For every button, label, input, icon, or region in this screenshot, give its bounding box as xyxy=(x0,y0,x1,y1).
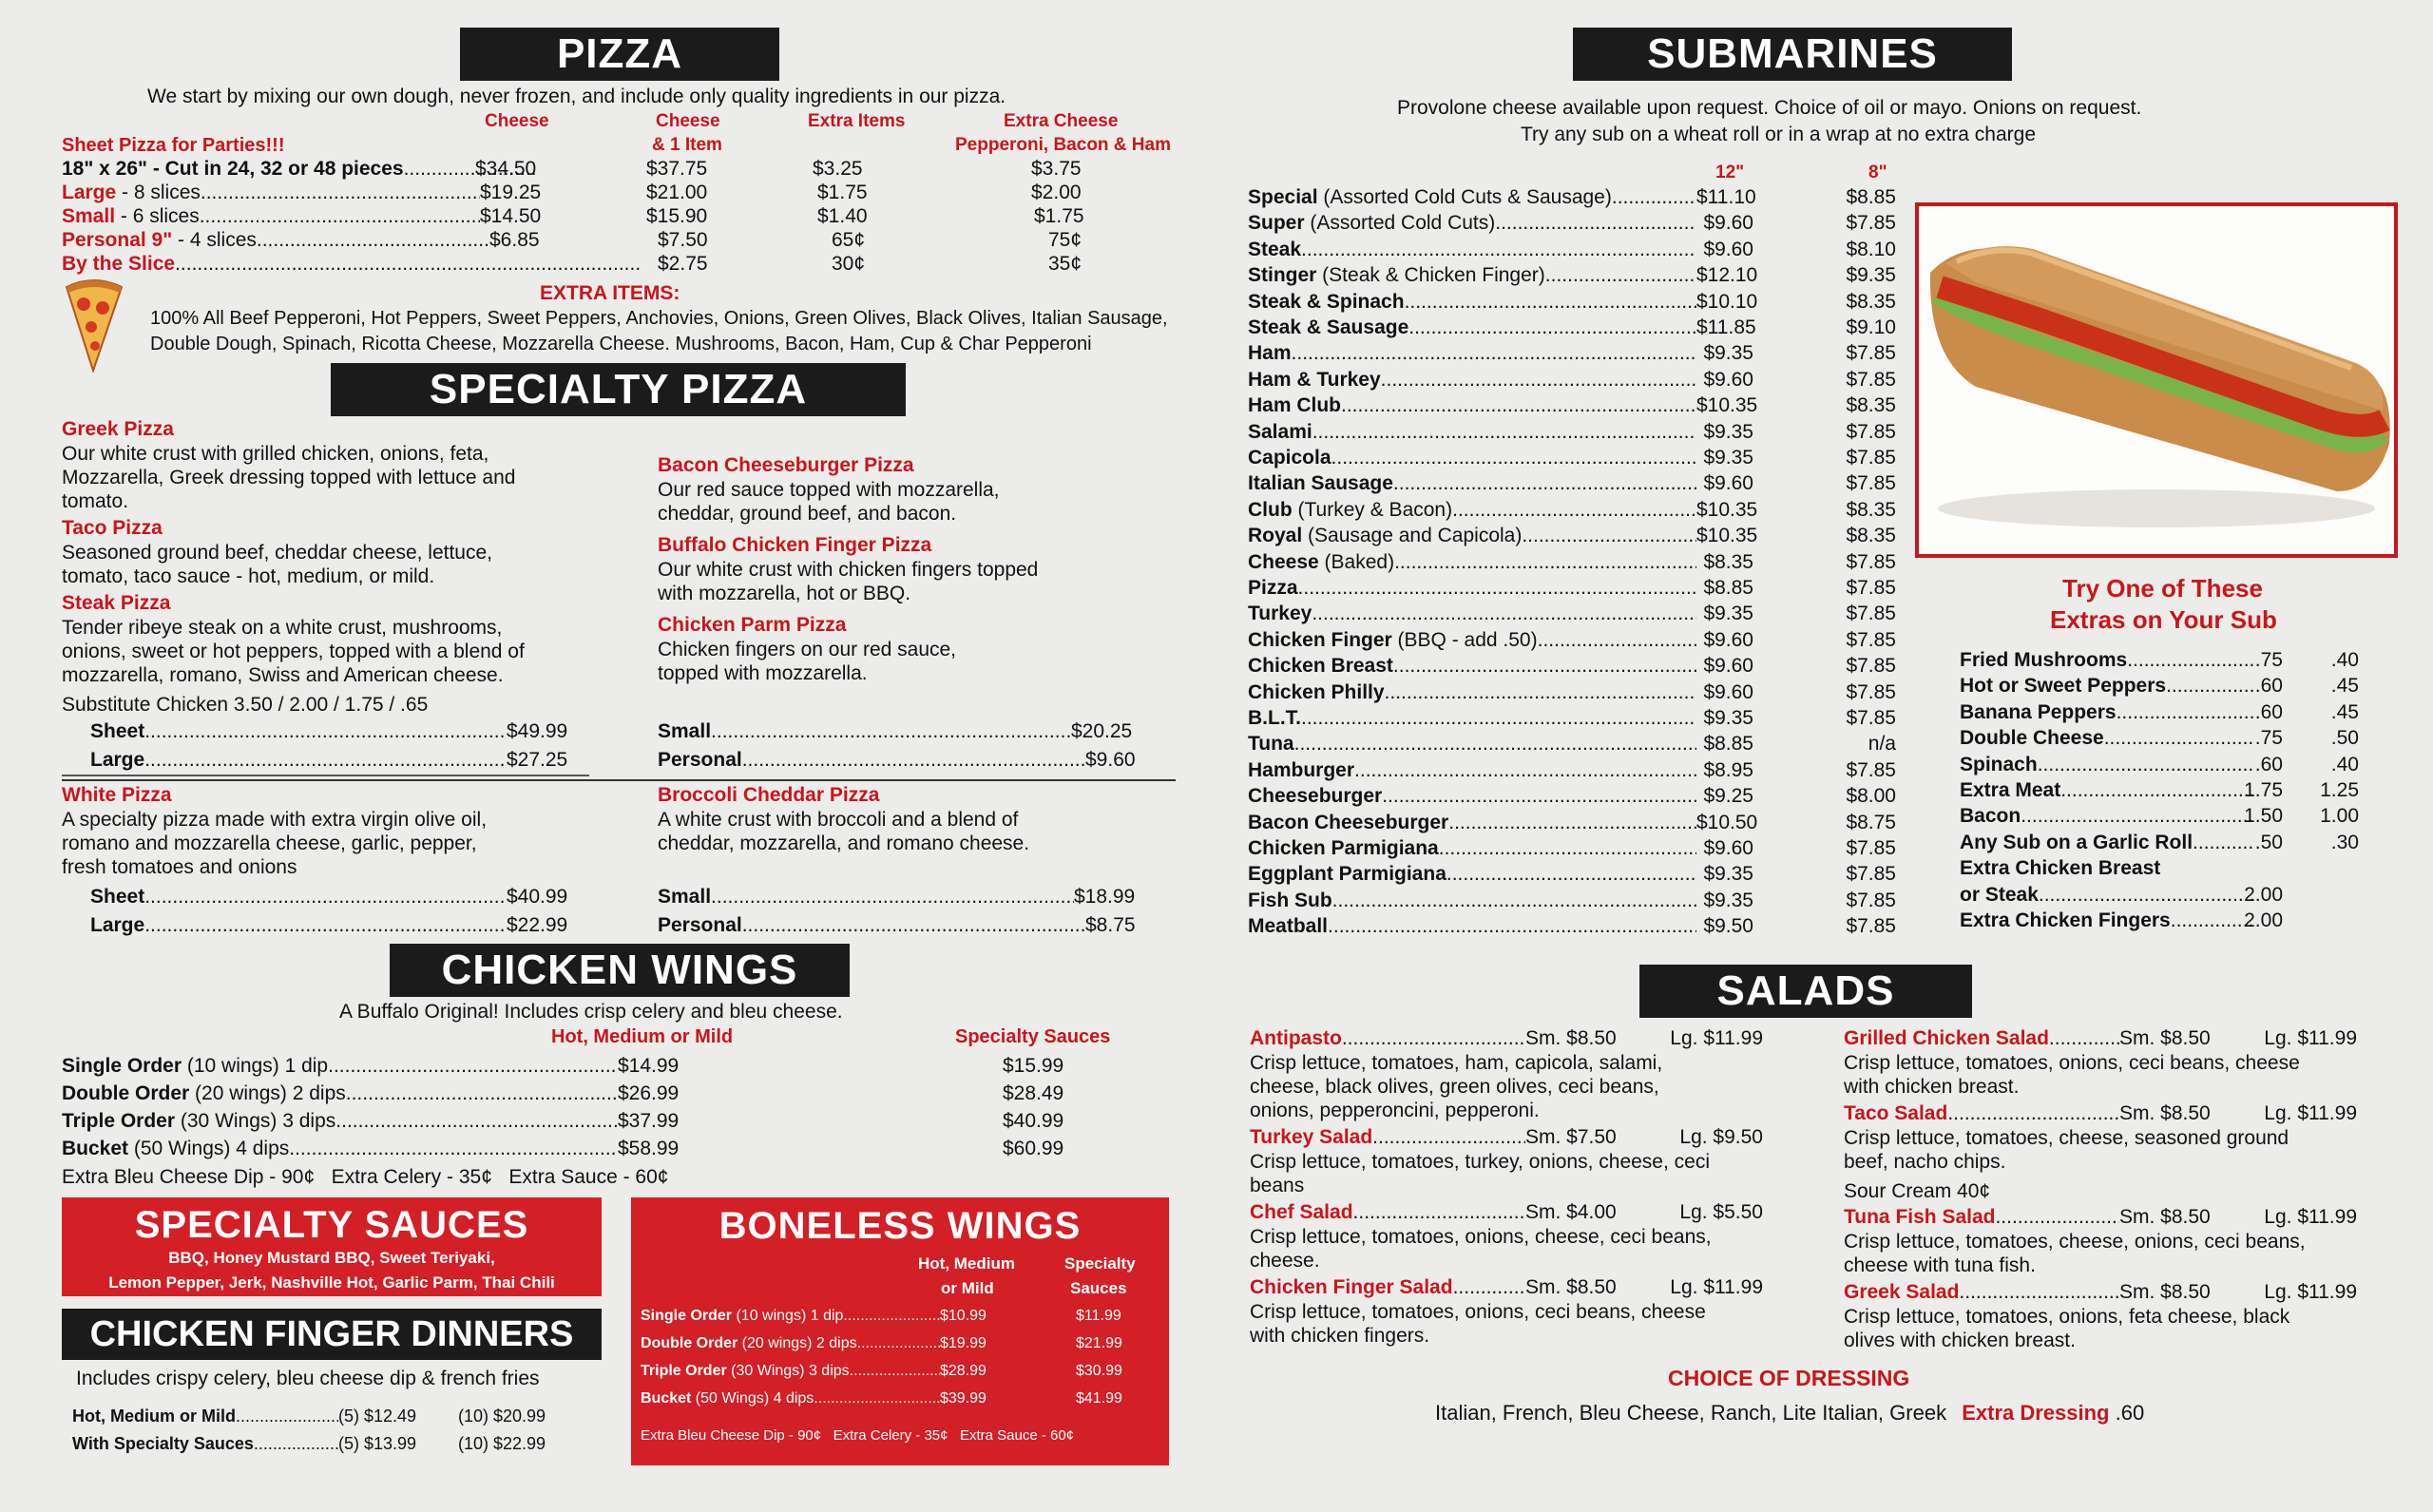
sub-row: Cheeseburger ..... xyxy=(1248,785,1696,808)
taco-pizza-desc: Seasoned ground beef, cheddar cheese, lettuce, tomato, taco sauce - hot, medium, or mild. xyxy=(62,542,492,587)
sub-price-8: n/a xyxy=(1868,733,1896,755)
chicken-parm-pizza-desc: Chicken fingers on our red sauce, topped with mozzarella. xyxy=(658,639,957,684)
salad-large-price: Lg. $11.99 xyxy=(2264,1102,2357,1124)
sub-row: Pizza ..... xyxy=(1248,577,1696,600)
specialty-sheet-row: Sheet ..... $49.99 xyxy=(90,720,567,743)
boneless-row: Single Order (10 wings) 1 dip ..... $10.99 xyxy=(641,1308,987,1325)
sub-price-8: $7.85 xyxy=(1846,863,1896,885)
extra-price-8: .30 xyxy=(2330,832,2359,853)
dressing-title: CHOICE OF DRESSING xyxy=(1668,1366,1910,1390)
sub-row: Cheese (Baked) ..... xyxy=(1248,551,1696,574)
bacon-cheeseburger-pizza-name: Bacon Cheeseburger Pizza xyxy=(658,454,914,476)
wings-specialty-price: $60.99 xyxy=(1003,1138,1064,1159)
sub-row: Chicken Philly ..... xyxy=(1248,681,1696,704)
salad-row: Greek Salad ..... Sm. $8.50 xyxy=(1844,1281,2211,1304)
extra-row: Double Cheese ..... xyxy=(1960,727,2254,750)
salad-large-price: Lg. $11.99 xyxy=(2264,1027,2357,1049)
taco-pizza-name: Taco Pizza xyxy=(62,517,163,539)
subs-col-12: 12" xyxy=(1715,163,1745,182)
specialty-sauces-box xyxy=(62,1197,602,1296)
specialty-sauces-line2: Lemon Pepper, Jerk, Nashville Hot, Garlic Parm, Thai Chili xyxy=(108,1273,555,1292)
greek-pizza-desc: Our white crust with grilled chicken, onions, feta, Mozzarella, Greek dressing topped with lettuce and tomato. xyxy=(62,443,516,512)
sub-row: Club (Turkey & Bacon) ..... xyxy=(1248,499,1696,522)
sub-price-12: $12.10 xyxy=(1696,264,1758,286)
sub-price-12: $9.60 xyxy=(1703,369,1753,391)
sub-price-8: $9.35 xyxy=(1846,264,1896,286)
sub-price-12: $9.60 xyxy=(1703,837,1753,859)
extra-items-line1: 100% All Beef Pepperoni, Hot Peppers, Sweet Peppers, Anchovies, Onions, Green Olives, Black Olives, Italian Sausage, xyxy=(150,308,1168,329)
extra-price-12: .75 xyxy=(2254,649,2283,671)
pizza-slice-icon xyxy=(63,278,125,373)
sub-price-12: $9.60 xyxy=(1703,212,1753,234)
salad-desc: Crisp lettuce, tomatoes, cheese, onions, ceci beans, cheese with tuna fish. xyxy=(1844,1231,2306,1276)
pizza-price: $3.75 xyxy=(1031,158,1082,180)
pizza-price: $3.25 xyxy=(813,158,863,180)
extra-price-12: 1.75 xyxy=(2244,779,2283,801)
sub-price-12: $10.10 xyxy=(1696,291,1758,313)
buffalo-chicken-pizza-desc: Our white crust with chicken fingers topped with mozzarella, hot or BBQ. xyxy=(658,559,1039,604)
sub-price-12: $9.35 xyxy=(1703,603,1753,624)
sub-row: Hamburger ..... xyxy=(1248,759,1696,782)
sub-row: Chicken Parmigiana ..... xyxy=(1248,837,1696,860)
pizza-row: By the Slice ..... xyxy=(62,253,642,276)
sub-price-12: $8.85 xyxy=(1703,733,1753,755)
pizza-row: Personal 9" - 4 slices ..... xyxy=(62,229,489,252)
sub-price-8: $8.85 xyxy=(1846,186,1896,208)
boneless-specialty-price: $21.99 xyxy=(1076,1335,1122,1351)
specialty-small-row: Small ..... $20.25 xyxy=(658,720,1132,743)
wings-specialty-price: $40.99 xyxy=(1003,1110,1064,1132)
subs-intro1: Provolone cheese available upon request. Choice of oil or mayo. Onions on request. xyxy=(1397,97,2142,119)
extra-price-8: .45 xyxy=(2330,701,2359,723)
salad-large-price: Lg. $5.50 xyxy=(1679,1201,1763,1223)
pizza-banner: PIZZA xyxy=(460,28,779,81)
extra-row: Extra Chicken Fingers ..... xyxy=(1960,909,2254,932)
white-sheet-row: Sheet ..... $40.99 xyxy=(90,886,567,909)
bacon-cheeseburger-pizza-desc: Our red sauce topped with mozzarella, cheddar, ground beef, and bacon. xyxy=(658,479,1000,525)
pizza-price: $19.25 xyxy=(480,182,542,203)
salad-row: Tuna Fish Salad ..... Sm. $8.50 xyxy=(1844,1206,2211,1229)
sub-price-8: $7.85 xyxy=(1846,369,1896,391)
broccoli-personal-row: Personal ..... $8.75 xyxy=(658,914,1136,937)
sub-price-8: $7.85 xyxy=(1846,577,1896,599)
extra-price-12: 2.00 xyxy=(2244,884,2283,906)
boneless-col1a: Hot, Medium xyxy=(918,1254,1015,1273)
sub-price-8: $7.85 xyxy=(1846,707,1896,729)
boneless-row: Bucket (50 Wings) 4 dips ..... $39.99 xyxy=(641,1390,987,1407)
extra-row: Hot or Sweet Peppers ..... xyxy=(1960,675,2254,698)
sub-price-8: $7.85 xyxy=(1846,551,1896,573)
salad-desc: Crisp lettuce, tomatoes, ham, capicola, salami, cheese, black olives, green olives, ceci beans, onions, pepperoncini, pepperoni. xyxy=(1250,1052,1663,1121)
pizza-price: 65¢ xyxy=(832,229,866,251)
underline xyxy=(62,775,589,776)
sub-row: Capicola ..... xyxy=(1248,447,1696,469)
pizza-price: $1.40 xyxy=(817,205,868,227)
extra-price-8: .40 xyxy=(2330,649,2359,671)
salad-row: Turkey Salad ..... Sm. $7.50 xyxy=(1250,1126,1617,1149)
sub-price-12: $9.60 xyxy=(1703,472,1753,494)
sub-price-12: $10.35 xyxy=(1696,394,1758,416)
boneless-col1b: or Mild xyxy=(941,1279,994,1297)
specialty-pizza-banner: SPECIALTY PIZZA xyxy=(331,363,906,416)
sub-price-12: $9.35 xyxy=(1703,342,1753,364)
sub-row: Tuna ..... xyxy=(1248,733,1696,756)
extra-price-8: 1.25 xyxy=(2320,779,2359,801)
salad-desc: Crisp lettuce, tomatoes, onions, feta cheese, black olives with chicken breast. xyxy=(1844,1306,2290,1351)
pizza-price: $1.75 xyxy=(1034,205,1084,227)
extra-row: or Steak ..... xyxy=(1960,884,2254,907)
sub-row: Special (Assorted Cold Cuts & Sausage) ..... xyxy=(1248,186,1696,209)
salads-banner: SALADS xyxy=(1639,965,1972,1018)
extra-price-12: .60 xyxy=(2254,675,2283,697)
finger-row: With Specialty Sauces ..... (5) $13.99 xyxy=(72,1434,416,1454)
sub-row: Ham & Turkey ..... xyxy=(1248,369,1696,392)
extra-row: Extra Meat ..... xyxy=(1960,779,2254,802)
submarines-banner: SUBMARINES xyxy=(1573,28,2012,81)
sub-price-8: $7.85 xyxy=(1846,837,1896,859)
wings-col-specialty: Specialty Sauces xyxy=(955,1026,1111,1047)
sub-price-8: $7.85 xyxy=(1846,421,1896,443)
sub-price-12: $11.10 xyxy=(1696,186,1756,208)
sub-price-12: $9.35 xyxy=(1703,890,1753,911)
white-large-row: Large ..... $22.99 xyxy=(90,914,567,937)
chicken-parm-pizza-name: Chicken Parm Pizza xyxy=(658,614,847,636)
dressing-line xyxy=(1435,1401,2144,1426)
pizza-price: $6.85 xyxy=(489,229,540,251)
sub-row: Stinger (Steak & Chicken Finger) ..... xyxy=(1248,264,1696,287)
sub-row: Italian Sausage ..... xyxy=(1248,472,1696,495)
sub-price-12: $9.60 xyxy=(1703,239,1753,260)
specialty-personal-row: Personal ..... $9.60 xyxy=(658,749,1136,772)
pizza-col-cheese-item2: & 1 Item xyxy=(652,135,722,155)
sub-price-12: $9.60 xyxy=(1703,655,1753,677)
sub-row: Steak & Sausage ..... xyxy=(1248,316,1696,339)
salad-large-price: Lg. $11.99 xyxy=(1670,1276,1763,1298)
sub-price-8: $8.35 xyxy=(1846,291,1896,313)
sub-price-8: $7.85 xyxy=(1846,681,1896,703)
sub-price-12: $11.85 xyxy=(1696,316,1756,338)
finger-price-10: (10) $20.99 xyxy=(458,1407,546,1426)
extra-row: Any Sub on a Garlic Roll ..... xyxy=(1960,832,2254,854)
extra-dressing-label: Extra Dressing xyxy=(1962,1401,2110,1425)
extra-row: Bacon ..... xyxy=(1960,805,2254,828)
pizza-price: 30¢ xyxy=(832,253,866,275)
wings-specialty-price: $15.99 xyxy=(1003,1055,1064,1077)
boneless-specialty-price: $30.99 xyxy=(1076,1363,1122,1379)
extra-price-12: .75 xyxy=(2254,727,2283,749)
buffalo-chicken-pizza-name: Buffalo Chicken Finger Pizza xyxy=(658,534,932,556)
extra-price-12: 2.00 xyxy=(2244,909,2283,931)
broccoli-cheddar-pizza-name: Broccoli Cheddar Pizza xyxy=(658,784,880,806)
pizza-price: $2.75 xyxy=(658,253,708,275)
sub-price-12: $9.35 xyxy=(1703,863,1753,885)
finger-row: Hot, Medium or Mild ..... (5) $12.49 xyxy=(72,1407,416,1426)
salad-large-price: Lg. $9.50 xyxy=(1679,1126,1763,1148)
sub-row: Chicken Finger (BBQ - add .50) ..... xyxy=(1248,629,1696,652)
salad-desc: Crisp lettuce, tomatoes, cheese, seasoned ground beef, nacho chips. xyxy=(1844,1127,2289,1173)
salad-row: Chicken Finger Salad ..... Sm. $8.50 xyxy=(1250,1276,1617,1299)
boneless-col2b: Sauces xyxy=(1070,1279,1127,1297)
sub-price-8: $9.10 xyxy=(1846,316,1896,338)
sub-price-8: $8.00 xyxy=(1846,785,1896,807)
sub-row: Meatball ..... xyxy=(1248,915,1696,938)
boneless-extras: Extra Bleu Cheese Dip - 90¢ Extra Celery - 35¢ Extra Sauce - 60¢ xyxy=(641,1427,1075,1444)
sub-price-8: $7.85 xyxy=(1846,212,1896,234)
specialty-large-row: Large ..... $27.25 xyxy=(90,749,567,772)
subs-intro2: Try any sub on a wheat roll or in a wrap at no extra charge xyxy=(1521,124,2037,145)
extra-price-12: .60 xyxy=(2254,701,2283,723)
sub-price-8: $7.85 xyxy=(1846,915,1896,937)
extra-row: Banana Peppers ..... xyxy=(1960,701,2254,724)
sub-price-8: $8.35 xyxy=(1846,394,1896,416)
boneless-wings-title: BONELESS WINGS xyxy=(718,1205,1082,1247)
sub-row: B.L.T. ..... xyxy=(1248,707,1696,730)
finger-price-10: (10) $22.99 xyxy=(458,1434,546,1453)
extra-row: Extra Chicken Breast xyxy=(1960,857,2161,879)
sub-price-8: $7.85 xyxy=(1846,759,1896,781)
sub-row: Eggplant Parmigiana ..... xyxy=(1248,863,1696,886)
greek-pizza-name: Greek Pizza xyxy=(62,418,174,440)
extra-row: Spinach ..... xyxy=(1960,754,2254,776)
extra-price-12: .50 xyxy=(2254,832,2283,853)
sub-price-8: $7.85 xyxy=(1846,603,1896,624)
sub-price-12: $10.35 xyxy=(1696,499,1758,521)
sheet-pizza-label: Sheet Pizza for Parties!!! xyxy=(62,135,285,156)
sub-row: Steak & Spinach ..... xyxy=(1248,291,1696,314)
pizza-col-cheese-item: Cheese xyxy=(656,111,720,131)
sour-cream: Sour Cream 40¢ xyxy=(1844,1180,1991,1202)
extras-title2: Extras on Your Sub xyxy=(2050,605,2277,634)
boneless-specialty-price: $41.99 xyxy=(1076,1390,1122,1407)
salad-desc: Crisp lettuce, tomatoes, onions, ceci beans, cheese with chicken breast. xyxy=(1844,1052,2300,1098)
sub-price-8: $7.85 xyxy=(1846,472,1896,494)
dressing-list: Italian, French, Bleu Cheese, Ranch, Lite Italian, Greek xyxy=(1435,1401,1947,1425)
sub-price-8: $8.35 xyxy=(1846,525,1896,546)
sub-price-12: $9.50 xyxy=(1703,915,1753,937)
pizza-price: $7.50 xyxy=(658,229,708,251)
extra-price-8: .45 xyxy=(2330,675,2359,697)
sub-row: Ham ..... xyxy=(1248,342,1696,365)
boneless-col2a: Specialty xyxy=(1064,1254,1136,1273)
salad-large-price: Lg. $11.99 xyxy=(1670,1027,1763,1049)
chicken-finger-intro: Includes crispy celery, bleu cheese dip & french fries xyxy=(76,1368,540,1389)
salad-desc: Crisp lettuce, tomatoes, turkey, onions, cheese, ceci beans xyxy=(1250,1151,1711,1196)
boneless-specialty-price: $11.99 xyxy=(1076,1308,1121,1324)
sub-price-8: $7.85 xyxy=(1846,890,1896,911)
sub-sandwich-image xyxy=(1915,202,2398,558)
pizza-col-extra-cheese2: Pepperoni, Bacon & Ham xyxy=(955,135,1171,155)
extra-items-line2: Double Dough, Spinach, Ricotta Cheese, Mozzarella Cheese. Mushrooms, Bacon, Ham, Cup & Char Pepperoni xyxy=(150,334,1092,354)
sub-price-12: $9.35 xyxy=(1703,707,1753,729)
wings-col-hot: Hot, Medium or Mild xyxy=(551,1026,734,1047)
sub-price-12: $9.25 xyxy=(1703,785,1753,807)
wings-row: Triple Order (30 Wings) 3 dips ..... $37.99 xyxy=(62,1110,679,1133)
pizza-price: $14.50 xyxy=(480,205,542,227)
white-pizza-name: White Pizza xyxy=(62,784,172,806)
extra-price-8: 1.00 xyxy=(2320,805,2359,827)
pizza-col-extra-items: Extra Items xyxy=(808,111,906,131)
salad-row: Taco Salad ..... Sm. $8.50 xyxy=(1844,1102,2211,1125)
extra-items-title: EXTRA ITEMS: xyxy=(540,282,680,304)
pizza-row: Large - 8 slices ..... xyxy=(62,182,480,204)
salad-row: Grilled Chicken Salad ..... Sm. $8.50 xyxy=(1844,1027,2211,1050)
sub-price-12: $8.35 xyxy=(1703,551,1753,573)
broccoli-small-row: Small ..... $18.99 xyxy=(658,886,1135,909)
wings-row: Double Order (20 wings) 2 dips ..... $26.99 xyxy=(62,1082,679,1105)
extra-price-12: .60 xyxy=(2254,754,2283,775)
sub-row: Steak ..... xyxy=(1248,239,1696,261)
salad-large-price: Lg. $11.99 xyxy=(2264,1281,2357,1303)
sub-price-8: $8.75 xyxy=(1846,812,1896,833)
sub-price-12: $8.85 xyxy=(1703,577,1753,599)
broccoli-cheddar-pizza-desc: A white crust with broccoli and a blend of cheddar, mozzarella, and romano cheese. xyxy=(658,809,1030,854)
sub-price-8: $7.85 xyxy=(1846,629,1896,651)
pizza-price: 75¢ xyxy=(1048,229,1082,251)
subs-col-8: 8" xyxy=(1868,163,1887,182)
pizza-intro: We start by mixing our own dough, never frozen, and include only quality ingredients in our pizza. xyxy=(147,86,1006,107)
sub-price-8: $8.10 xyxy=(1846,239,1896,260)
sub-price-12: $9.35 xyxy=(1703,447,1753,469)
pizza-price: $37.75 xyxy=(646,158,708,180)
chicken-wings-banner: CHICKEN WINGS xyxy=(390,944,850,997)
specialty-sauces-line1: BBQ, Honey Mustard BBQ, Sweet Teriyaki, xyxy=(168,1249,495,1267)
sub-price-12: $9.60 xyxy=(1703,681,1753,703)
pizza-price: $15.90 xyxy=(646,205,708,227)
salad-desc: Crisp lettuce, tomatoes, onions, cheese, ceci beans, cheese. xyxy=(1250,1226,1712,1272)
sub-price-12: $10.35 xyxy=(1696,525,1758,546)
salad-desc: Crisp lettuce, tomatoes, onions, ceci beans, cheese with chicken fingers. xyxy=(1250,1301,1706,1347)
steak-pizza-desc: Tender ribeye steak on a white crust, mushrooms, onions, sweet or hot peppers, topped with a blend of mozzarella, romano, Swiss and American cheese. xyxy=(62,617,525,686)
sub-price-12: $8.95 xyxy=(1703,759,1753,781)
substitute-chicken: Substitute Chicken 3.50 / 2.00 / 1.75 / .65 xyxy=(62,694,429,716)
chicken-finger-dinners-banner: CHICKEN FINGER DINNERS xyxy=(62,1309,602,1360)
wings-row: Bucket (50 Wings) 4 dips ..... $58.99 xyxy=(62,1138,679,1160)
extra-row: Fried Mushrooms ..... xyxy=(1960,649,2254,672)
salad-large-price: Lg. $11.99 xyxy=(2264,1206,2357,1228)
salad-row: Antipasto ..... Sm. $8.50 xyxy=(1250,1027,1617,1050)
wings-intro: A Buffalo Original! Includes crisp celery and bleu cheese. xyxy=(339,1001,843,1023)
sub-price-12: $10.50 xyxy=(1696,812,1758,833)
boneless-row: Triple Order (30 Wings) 3 dips ..... $28.99 xyxy=(641,1363,987,1380)
sub-price-8: $7.85 xyxy=(1846,447,1896,469)
white-pizza-desc: A specialty pizza made with extra virgin olive oil, romano and mozzarella cheese, garlic, pepper, fresh tomatoes and onions xyxy=(62,809,488,878)
sub-row: Bacon Cheeseburger ..... xyxy=(1248,812,1696,834)
pizza-col-cheese: Cheese xyxy=(485,111,549,131)
boneless-row: Double Order (20 wings) 2 dips ..... $19.99 xyxy=(641,1335,987,1352)
extra-price-12: 1.50 xyxy=(2244,805,2283,827)
extra-price-8: .40 xyxy=(2330,754,2359,775)
sub-price-12: $9.35 xyxy=(1703,421,1753,443)
sub-row: Turkey ..... xyxy=(1248,603,1696,625)
divider xyxy=(62,779,1176,781)
salad-row: Chef Salad ..... Sm. $4.00 xyxy=(1250,1201,1617,1224)
sub-row: Fish Sub ..... xyxy=(1248,890,1696,912)
boneless-wings-box xyxy=(631,1197,1169,1465)
pizza-price: $1.75 xyxy=(817,182,868,203)
steak-pizza-name: Steak Pizza xyxy=(62,592,171,614)
pizza-price: $2.00 xyxy=(1031,182,1082,203)
pizza-price: $21.00 xyxy=(646,182,708,203)
sub-row: Ham Club ..... xyxy=(1248,394,1696,417)
sub-row: Super (Assorted Cold Cuts) ..... xyxy=(1248,212,1696,235)
pizza-col-extra-cheese: Extra Cheese xyxy=(1004,111,1119,131)
pizza-row: Small - 6 slices ..... xyxy=(62,205,480,228)
extras-title1: Try One of These xyxy=(2062,574,2263,603)
sub-price-8: $7.85 xyxy=(1846,655,1896,677)
pizza-row: 18" x 26" - Cut in 24, 32 or 48 pieces ..... xyxy=(62,158,537,181)
sub-price-8: $8.35 xyxy=(1846,499,1896,521)
sub-row: Salami ..... xyxy=(1248,421,1696,444)
pizza-price: 35¢ xyxy=(1048,253,1082,275)
wings-specialty-price: $28.49 xyxy=(1003,1082,1064,1104)
wings-extras: Extra Bleu Cheese Dip - 90¢ Extra Celery - 35¢ Extra Sauce - 60¢ xyxy=(62,1166,669,1188)
pizza-price: $34.50 xyxy=(475,158,537,180)
sub-row: Chicken Breast ..... xyxy=(1248,655,1696,678)
sub-price-8: $7.85 xyxy=(1846,342,1896,364)
extra-dressing-price: .60 xyxy=(2115,1401,2145,1425)
wings-row: Single Order (10 wings) 1 dip ..... $14.99 xyxy=(62,1055,679,1078)
extra-price-8: .50 xyxy=(2330,727,2359,749)
sub-price-12: $9.60 xyxy=(1703,629,1753,651)
sub-row: Royal (Sausage and Capicola) ..... xyxy=(1248,525,1696,547)
specialty-sauces-title: SPECIALTY SAUCES xyxy=(134,1204,529,1246)
